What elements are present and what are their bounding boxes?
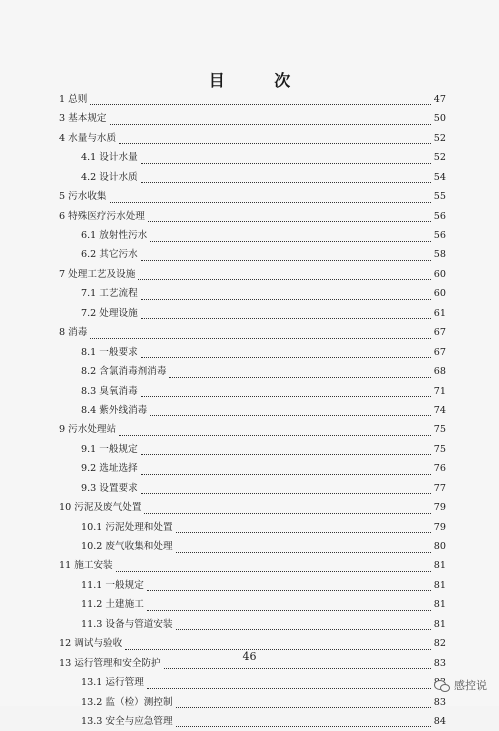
- toc-entry: [59, 440, 446, 459]
- dot-leader: [141, 357, 431, 358]
- toc-entry-label: 1 总则: [59, 93, 88, 105]
- toc-entry: [59, 615, 446, 634]
- toc-entry: [59, 537, 446, 556]
- toc-entry-page: 61: [433, 307, 446, 319]
- toc-entry: [59, 90, 446, 109]
- toc-entry: [59, 207, 446, 226]
- toc-entry-label: 8.4 紫外线消毒: [81, 404, 148, 416]
- toc-entry-label: 4.2 设计水质: [81, 171, 138, 183]
- dot-leader: [147, 590, 431, 591]
- toc-entry-label: 10 污泥及废气处置: [59, 502, 142, 514]
- toc-entry: [59, 168, 446, 187]
- dot-leader: [110, 202, 431, 203]
- toc-entry-label: 8.3 臭氧消毒: [81, 385, 138, 397]
- toc-entry-label: 7.2 处理设施: [81, 307, 138, 319]
- toc-entry-label: 4 水量与水质: [59, 132, 117, 144]
- toc-entry-label: 13.2 监（检）测控制: [81, 696, 173, 708]
- toc-entry: [59, 693, 446, 712]
- dot-leader: [141, 318, 431, 319]
- toc-entry: [59, 459, 446, 478]
- toc-entry-page: 58: [433, 249, 446, 261]
- toc-entry-page: 68: [433, 366, 446, 378]
- toc-entry-label: 5 污水收集: [59, 191, 107, 203]
- toc-entry-page: 79: [433, 521, 446, 533]
- toc-entry-page: 83: [433, 696, 446, 708]
- toc-entry-label: 6 特殊医疗污水处理: [59, 210, 145, 222]
- toc-entry-page: 52: [433, 132, 446, 144]
- toc-entry-page: 55: [433, 191, 446, 203]
- toc-entry: [59, 226, 446, 245]
- dot-leader: [176, 532, 431, 533]
- toc-entry-label: 8.1 一般要求: [81, 346, 138, 358]
- dot-leader: [138, 279, 430, 280]
- toc-entry: [59, 518, 446, 537]
- toc-entry-page: 56: [433, 210, 446, 222]
- dot-leader: [90, 338, 430, 339]
- dot-leader: [110, 124, 431, 125]
- toc-entry-label: 11.3 设备与管道安装: [81, 618, 173, 630]
- toc-entry-page: 75: [433, 443, 446, 455]
- toc-entry-page: 67: [433, 327, 446, 339]
- toc-entry-page: 81: [433, 579, 446, 591]
- toc-entry-page: 79: [433, 502, 446, 514]
- dot-leader: [164, 668, 431, 669]
- dot-leader: [119, 143, 431, 144]
- toc-entry: [59, 343, 446, 362]
- toc-entry: [59, 109, 446, 128]
- toc-entry-page: 81: [433, 618, 446, 630]
- toc-entry-page: 60: [433, 268, 446, 280]
- toc-entry-page: 84: [433, 715, 446, 727]
- dot-leader: [144, 513, 430, 514]
- dot-leader: [148, 221, 431, 222]
- toc-entry: [59, 420, 446, 439]
- toc-entry: [59, 265, 446, 284]
- toc-entry-page: 75: [433, 424, 446, 436]
- toc-entry: [59, 498, 446, 517]
- toc-entry-page: 81: [433, 599, 446, 611]
- dot-leader: [176, 629, 431, 630]
- watermark-text: 感控说: [454, 679, 487, 692]
- toc-entry-label: 9.2 选址选择: [81, 463, 138, 475]
- toc-entry: [59, 304, 446, 323]
- wechat-icon: [434, 679, 450, 691]
- toc-entry-page: 47: [433, 93, 446, 105]
- toc-entry-label: 9.3 设置要求: [81, 482, 138, 494]
- watermark: [434, 677, 487, 693]
- toc-entry: [59, 187, 446, 206]
- toc-entry-page: 77: [433, 482, 446, 494]
- page-number: 46: [242, 650, 257, 663]
- toc-entry: [59, 284, 446, 303]
- dot-leader: [141, 474, 431, 475]
- dot-leader: [141, 454, 431, 455]
- toc-entry: [59, 362, 446, 381]
- toc-entry-label: 12 调试与验收: [59, 638, 123, 650]
- toc-entry: [59, 401, 446, 420]
- dot-leader: [176, 726, 431, 727]
- toc-entry: [59, 712, 446, 731]
- toc-entry-page: 81: [433, 560, 446, 572]
- toc-entry-page: 50: [433, 113, 446, 125]
- toc-list: [59, 90, 446, 731]
- toc-entry-label: 10.2 废气收集和处理: [81, 541, 173, 553]
- toc-entry: [59, 246, 446, 265]
- dot-leader: [90, 104, 430, 105]
- dot-leader: [141, 299, 431, 300]
- toc-entry-label: 7.1 工艺流程: [81, 288, 138, 300]
- dot-leader: [116, 571, 431, 572]
- dot-leader: [141, 396, 431, 397]
- toc-entry-page: 82: [433, 638, 446, 650]
- toc-entry-page: 67: [433, 346, 446, 358]
- toc-entry-page: 76: [433, 463, 446, 475]
- toc-entry-page: 83: [433, 657, 446, 669]
- toc-entry-label: 13 运行管理和安全防护: [59, 657, 161, 669]
- toc-entry-label: 11.2 土建施工: [81, 599, 144, 611]
- toc-entry-page: 54: [433, 171, 446, 183]
- toc-entry-page: 74: [433, 404, 446, 416]
- toc-entry-page: 71: [433, 385, 446, 397]
- toc-entry-label: 9.1 一般规定: [81, 443, 138, 455]
- toc-entry-page: 60: [433, 288, 446, 300]
- toc-entry-label: 4.1 设计水量: [81, 152, 138, 164]
- dot-leader: [141, 493, 431, 494]
- dot-leader: [147, 610, 431, 611]
- toc-entry-page: 52: [433, 152, 446, 164]
- toc-entry: [59, 576, 446, 595]
- toc-entry-label: 3 基本规定: [59, 113, 107, 125]
- toc-title: 目 次: [208, 71, 313, 90]
- toc-entry-label: 8.2 含氯消毒剂消毒: [81, 366, 167, 378]
- toc-entry-label: 10.1 污泥处理和处置: [81, 521, 173, 533]
- toc-entry: [59, 595, 446, 614]
- dot-leader: [169, 377, 430, 378]
- toc-entry-label: 9 污水处理站: [59, 424, 117, 436]
- toc-entry-label: 13.3 安全与应急管理: [81, 715, 173, 727]
- toc-entry-label: 8 消毒: [59, 327, 88, 339]
- toc-entry: [59, 479, 446, 498]
- dot-leader: [150, 415, 431, 416]
- toc-entry-label: 13.1 运行管理: [81, 677, 144, 689]
- toc-entry: [59, 382, 446, 401]
- dot-leader: [147, 688, 431, 689]
- toc-entry-label: 11.1 一般规定: [81, 579, 144, 591]
- toc-entry-page: 56: [433, 230, 446, 242]
- toc-entry: [59, 129, 446, 148]
- toc-entry-label: 7 处理工艺及设施: [59, 268, 136, 280]
- dot-leader: [176, 552, 431, 553]
- toc-entry: [59, 323, 446, 342]
- toc-entry: [59, 557, 446, 576]
- dot-leader: [150, 241, 431, 242]
- toc-entry: [59, 673, 446, 692]
- dot-leader: [141, 260, 431, 261]
- toc-entry-label: 6.2 其它污水: [81, 249, 138, 261]
- dot-leader: [176, 707, 431, 708]
- toc-entry-label: 6.1 放射性污水: [81, 230, 148, 242]
- toc-entry-page: 80: [433, 541, 446, 553]
- dot-leader: [141, 182, 431, 183]
- toc-entry-label: 11 施工安装: [59, 560, 113, 572]
- dot-leader: [141, 163, 431, 164]
- toc-entry: [59, 148, 446, 167]
- dot-leader: [119, 435, 431, 436]
